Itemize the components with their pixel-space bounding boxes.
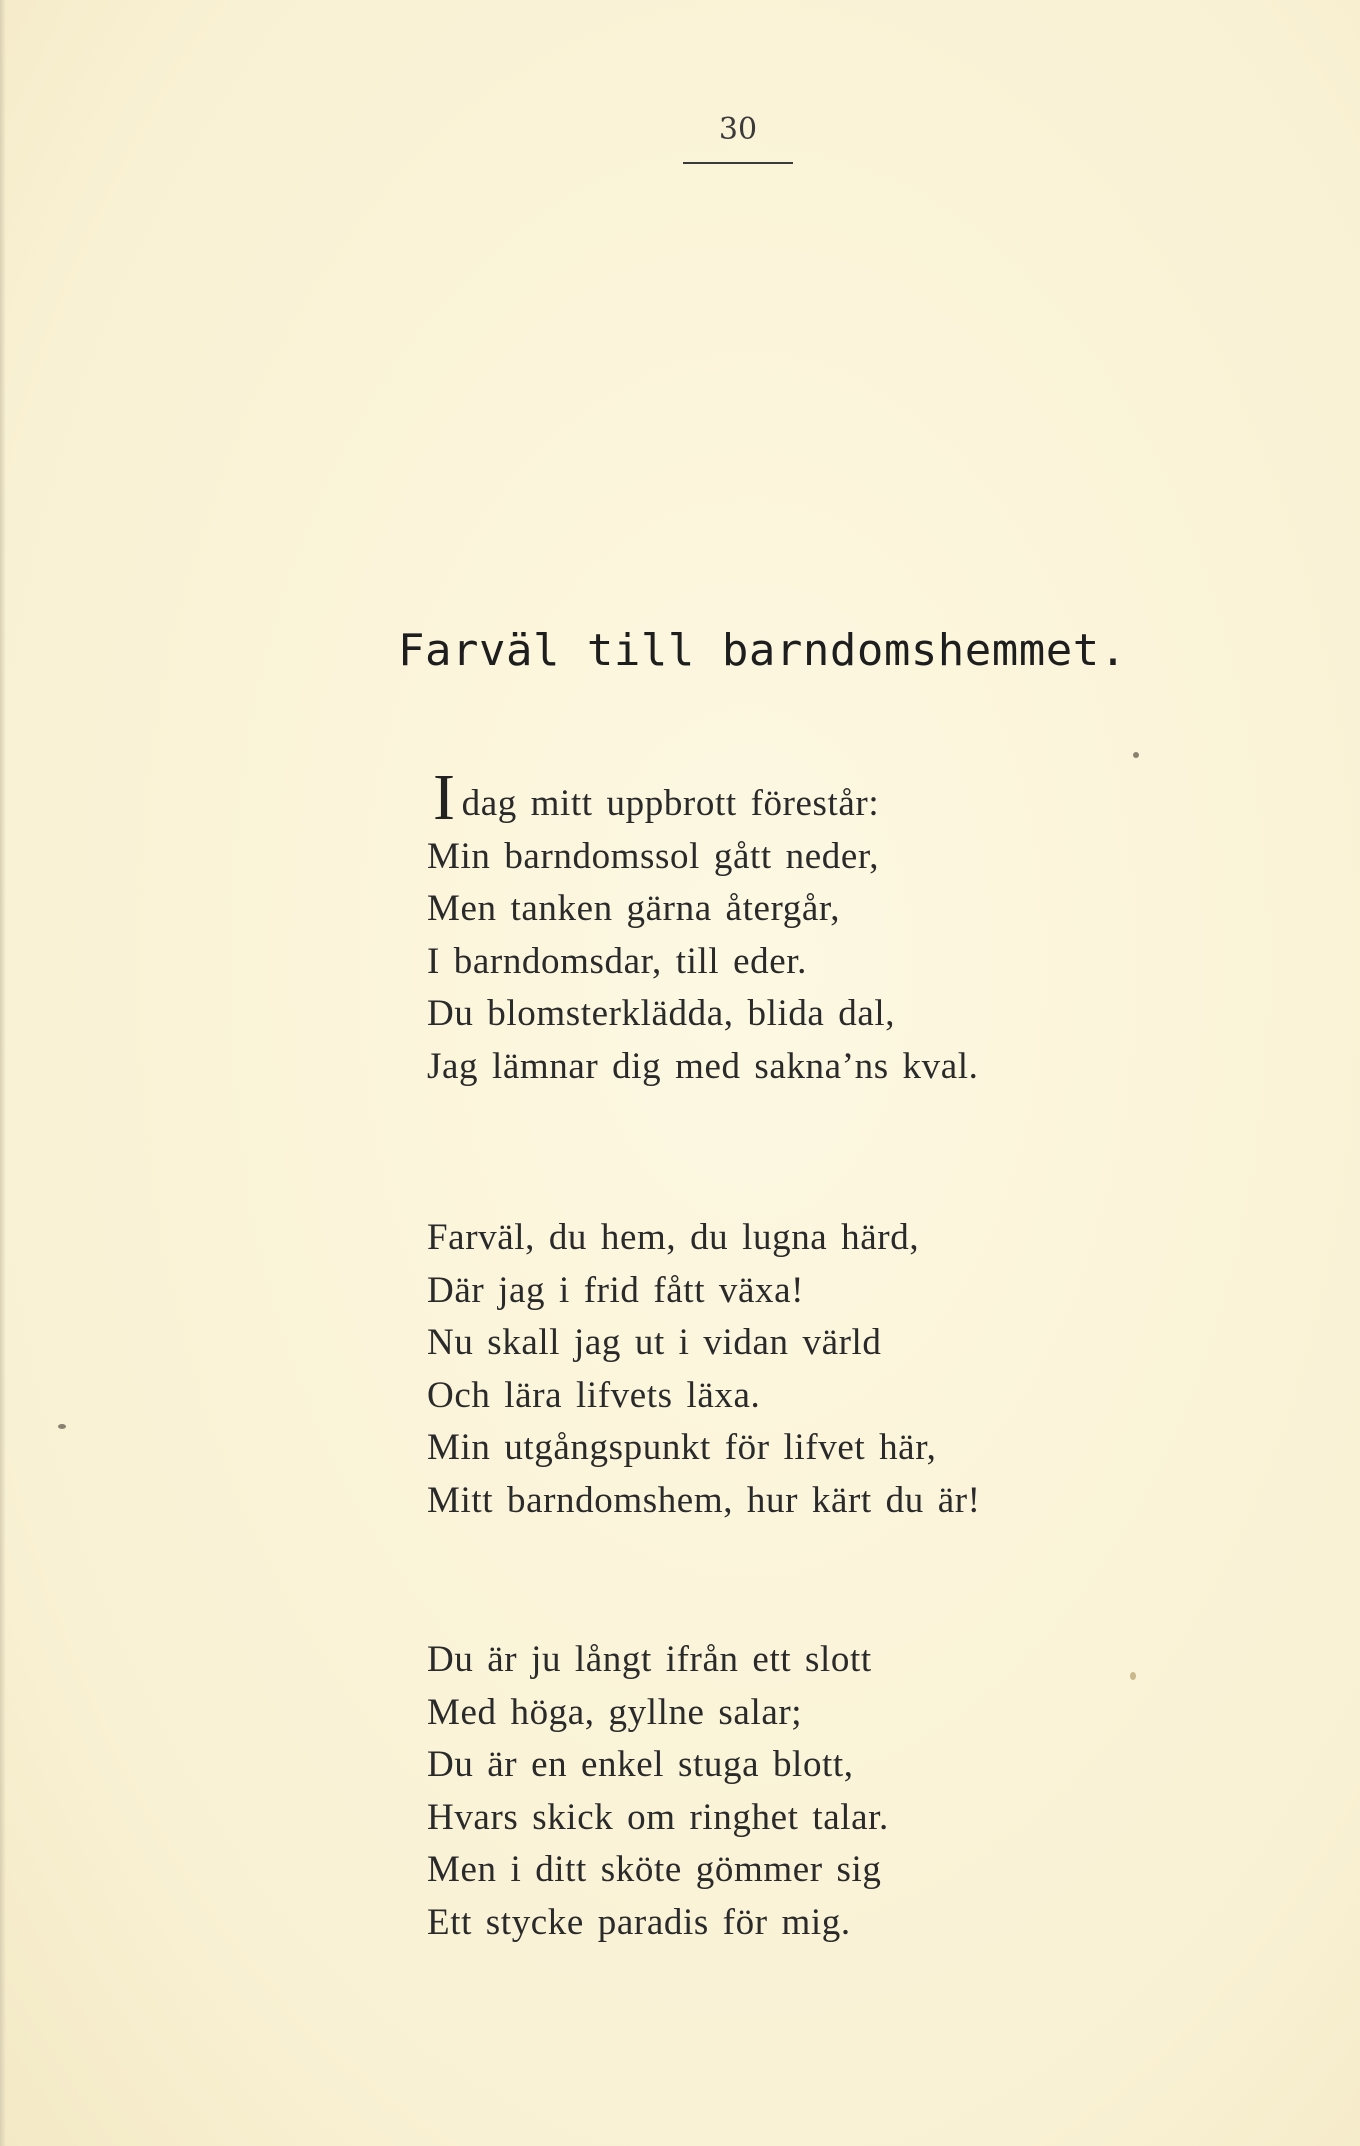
stanza-3 xyxy=(427,1634,889,1950)
poem-line: Men i ditt sköte gömmer sig xyxy=(427,1849,882,1891)
poem-line: Min utgångspunkt för lifvet här, xyxy=(427,1427,937,1469)
poem-line-text: dag mitt uppbrott förestår: xyxy=(461,783,880,824)
poem-line: Du blomsterklädda, blida dal, xyxy=(427,993,896,1035)
poem-line: Nu skall jag ut i vidan värld xyxy=(427,1322,882,1364)
poem-line: Men tanken gärna återgår, xyxy=(427,888,841,930)
poem-line: Jag lämnar dig med sakna’ns kval. xyxy=(427,1045,979,1087)
poem-line: Farväl, du hem, du lugna härd, xyxy=(427,1217,920,1258)
poem-line: Och lära lifvets läxa. xyxy=(427,1374,761,1416)
poem-line: I barndomsdar, till eder. xyxy=(427,940,807,982)
poem-line: Du är ju långt ifrån ett slott xyxy=(427,1639,872,1680)
poem-title: Farväl till barndomshemmet. xyxy=(398,625,1127,676)
poem-line: Mitt barndomshem, hur kärt du är! xyxy=(427,1479,981,1521)
page-number: 30 xyxy=(718,112,758,147)
poem-line: Du är en enkel stuga blott, xyxy=(427,1744,854,1786)
page-number-rule xyxy=(683,162,793,164)
poem-line: Ett stycke paradis för mig. xyxy=(427,1901,851,1943)
paper-speck xyxy=(1130,1672,1136,1680)
poem-line: Där jag i frid fått växa! xyxy=(427,1269,805,1311)
paper-speck xyxy=(1133,752,1139,758)
poem-line: Hvars skick om ringhet talar. xyxy=(427,1796,889,1838)
poem-line: Min barndomssol gått neder, xyxy=(427,835,880,877)
poem-line: Med höga, gyllne salar; xyxy=(427,1691,803,1733)
drop-cap: I xyxy=(433,761,456,834)
poem-line xyxy=(427,761,979,834)
paper-speck xyxy=(58,1424,66,1429)
stanza-2 xyxy=(427,1212,981,1528)
stanza-1 xyxy=(427,761,979,1094)
page-edge-shadow xyxy=(0,0,6,2146)
